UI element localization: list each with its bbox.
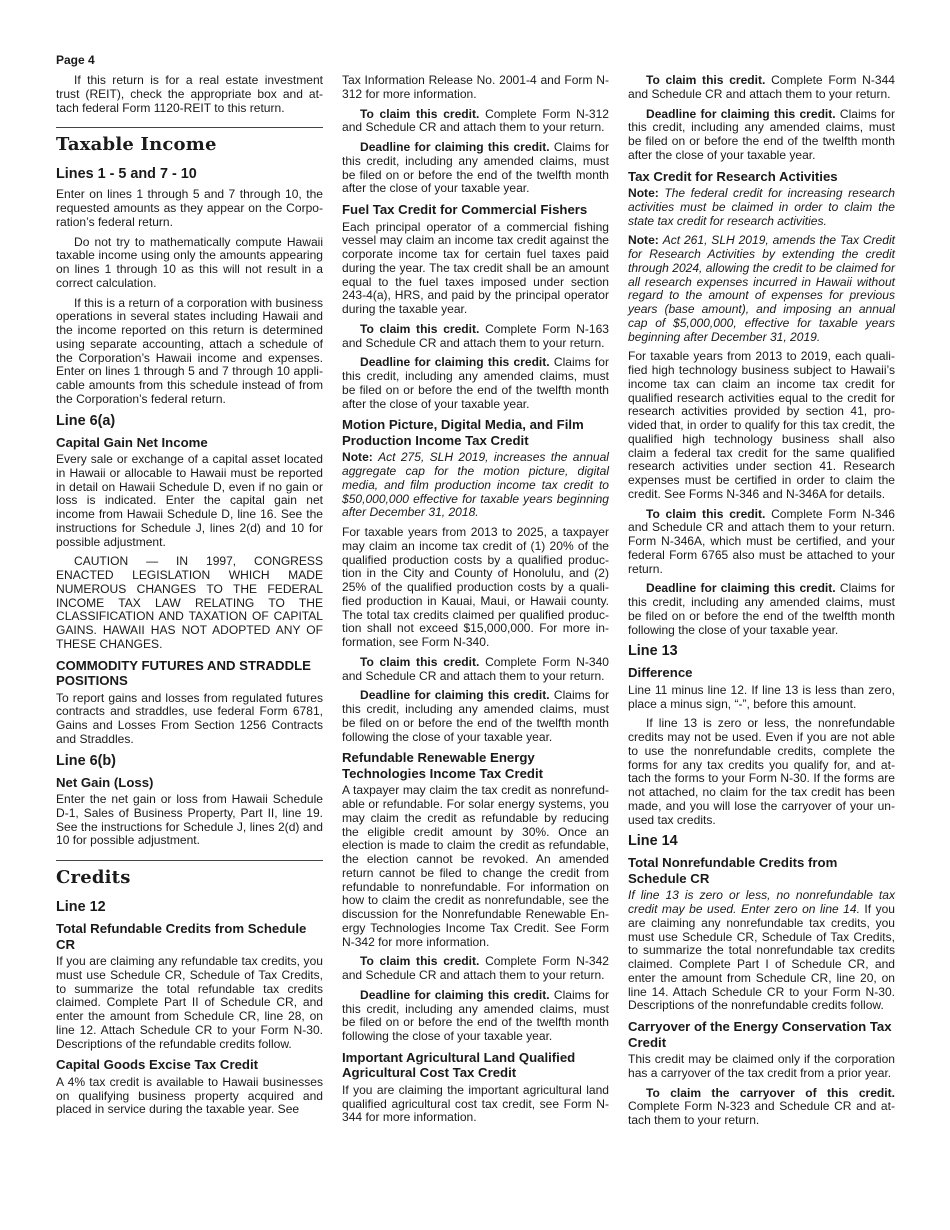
- deadline-label: Deadline for claiming this credit.: [360, 688, 550, 703]
- motion-note: [342, 451, 609, 520]
- agricultural-heading: Important Agricultural Land Qualified Agricultural Cost Tax Credit: [342, 1049, 576, 1081]
- deadline-text: Claims for this credit, including any amended claims, must be filed on or before the end of the twelfth month following the close of your taxable year.: [342, 987, 609, 1043]
- claim-text: Complete Form N-340 and Schedule CR and attach them to your return.: [342, 654, 609, 683]
- claim-label: To claim this credit.: [646, 73, 766, 87]
- nonrefundable-text: If you are claiming any nonrefundable tax credits, you must use Schedule CR, Schedule of Tax Credits, to summarize the total nonrefundable tax credits claimed. Complete Part I of Schedule CR, and enter the amount from Schedule CR, line 20, on line 14. Attach Schedule CR to your Form N-30. Descriptions of the nonrefundable credits follow.: [628, 902, 895, 1013]
- research-paragraph: For taxable years from 2013 to 2019, each qualified high technology business subject to Hawaii’s income tax can claim an income tax credit for qualified research activities equal to the credit for research activities provided by section 41, provided that, in order to qualify for this tax credit, the qualified high technology business shall also claim a federal tax credit for the same qualified research activities under section 41. Research expenses must be certified in order to claim the credit. See Forms N-346 and N-346A for details.: [628, 349, 895, 501]
- motion-paragraph: For taxable years from 2013 to 2025, a taxpayer may claim an income tax credit of (1) 20% of the qualified production costs by a qualified production in the City and County of Honolulu, and (2) 25% of the qualified production costs by a qualified production in Kauai, Maui, or Hawaii county. The total tax credits claimed per qualified production shall not exceed $15,000,000. For more information, see Form N-340.: [342, 525, 609, 649]
- reit-paragraph: If this return is for a real estate investment trust (REIT), check the appropriate box and attach federal Form 1120-REIT to this return.: [56, 73, 323, 115]
- note-text: Act 275, SLH 2019, increases the annual aggregate cap for the motion picture, digital media, and film production income tax credit to $50,000,000 effective for taxable years beginning after December 31, 2018.: [342, 450, 609, 520]
- claim-text: Complete Form N-346 and Schedule CR and attach them to your return. Form N-346A, which must be certified, and your federal Form 6765 also must be attached to your return.: [628, 506, 895, 576]
- carryover-claim-paragraph: [628, 1087, 895, 1128]
- difference-paragraph-2: If line 13 is zero or less, the nonrefundable credits may not be used. Even if you are not able to use the nonrefundable credits, complete the forms for any tax credits you qualify for, and attach the forms to your Form N-30. If the forms are not attached, no claim for the tax credit has been made, and you will lose the carryover of your unused tax credits.: [628, 716, 895, 827]
- line-13-heading: Line 13: [628, 643, 678, 660]
- deadline-text: Claims for this credit, including any amended claims, must be filed on or before the end of the twelfth month following the close of your taxable year.: [628, 581, 895, 637]
- carryover-paragraph: This credit may be claimed only if the corporation has a carryover of the tax credit from a prior year.: [628, 1052, 895, 1080]
- column-right: [628, 74, 895, 1134]
- claim-paragraph: [628, 74, 895, 102]
- lines-paragraph-2: Do not try to mathematically compute Hawaii taxable income using only the amounts appearing on lines 1 through 10 as this will not result in a correct calculation.: [56, 234, 323, 290]
- claim-paragraph: [342, 323, 609, 351]
- deadline-label: Deadline for claiming this credit.: [360, 987, 550, 1002]
- lines-paragraph-3: If this is a return of a corporation with business operations in several states including Hawaii and the income reported on this return is determined using separate accounting, attach a schedule of the Corporation’s Hawaii income and expenses. Enter on lines 1 through 5 and 7 through 10 applicable amounts from this schedule instead of from the Corporation’s federal return.: [56, 295, 323, 406]
- claim-text: Complete Form N-342 and Schedule CR and attach them to your return.: [342, 954, 609, 982]
- claim-label: To claim this credit.: [360, 106, 480, 121]
- claim-text: Complete Form N-323 and Schedule CR and attach them to your return.: [628, 1099, 895, 1127]
- note-label: Note:: [628, 186, 659, 200]
- claim-label: To claim this credit.: [646, 506, 766, 521]
- line-12-heading: Line 12: [56, 899, 106, 915]
- claim-label: To claim this credit.: [360, 654, 480, 669]
- column-left: [56, 74, 323, 1123]
- page-number: Page 4: [56, 53, 95, 67]
- deadline-label: Deadline for claiming this credit.: [360, 355, 550, 370]
- research-note-2: [628, 234, 895, 344]
- capital-goods-heading: Capital Goods Excise Tax Credit: [56, 1057, 259, 1073]
- caution-paragraph: CAUTION — IN 1997, CONGRESS ENACTED LEGISLATION WHICH MADE NUMEROUS CHANGES TO THE FEDERAL INCOME TAX LAW RELATING TO THE CLASSIFICATION AND TAXATION OF CAPITAL GAINS. HAWAII HAS NOT ADOPTED ANY OF THESE CHANGES.: [56, 554, 323, 651]
- deadline-paragraph: [342, 141, 609, 196]
- deadline-text: Claims for this credit, including any amended claims, must be filed on or before the end of the twelfth month after the close of your taxable year.: [342, 140, 609, 196]
- fuel-tax-paragraph: Each principal operator of a commercial fishing vessel may claim an income tax credit against the corporate income tax for certain fuel taxes paid during the year. The tax credit shall be an amount equal to the fuel taxes imposed under section 243-4(a), HRS, and paid by the principal operator during the taxable year.: [342, 219, 609, 316]
- deadline-text: Claims for this credit, including any amended claims, must be filed on or before the end of the twelfth month after the close of your taxable year.: [628, 106, 895, 162]
- claim-paragraph: [342, 108, 609, 136]
- claim-paragraph: [342, 955, 609, 983]
- deadline-paragraph: [342, 356, 609, 411]
- capital-gain-paragraph: Every sale or exchange of a capital asset located in Hawaii or allocable to Hawaii must be reported in detail on Hawaii Schedule D, even if no gain or loss is indicated. Enter the capital gain net income from Hawaii Schedule D, line 16. See the instructions for Schedule J, lines 2(d) and 10 for possible adjustment.: [56, 452, 323, 549]
- research-note-1: [628, 187, 895, 228]
- total-nonrefundable-heading: Total Nonrefundable Credits from Schedule CR: [628, 855, 838, 886]
- carryover-heading: Carryover of the Energy Conservation Tax Credit: [628, 1019, 892, 1050]
- claim-text: Complete Form N-344 and Schedule CR and attach them to your return.: [628, 73, 895, 101]
- section-divider: [56, 127, 323, 128]
- deadline-label: Deadline for claiming this credit.: [646, 581, 836, 596]
- renewable-energy-heading: Refundable Renewable Energy Technologies Income Tax Credit: [342, 750, 544, 781]
- commodity-paragraph: To report gains and losses from regulated futures contracts and straddles, use federal Form 6781, Gains and Losses From Section 1256 Contracts and Straddles.: [56, 690, 323, 746]
- credits-heading: Credits: [56, 867, 131, 888]
- claim-text: Complete Form N-312 and Schedule CR and attach them to your return.: [342, 106, 609, 135]
- net-gain-paragraph: Enter the net gain or loss from Hawaii Schedule D-1, Sales of Business Property, Part II, line 19. See the instructions for Schedule J, lines 2(d) and 10 for possible adjustment.: [56, 792, 323, 848]
- claim-paragraph: [342, 656, 609, 684]
- taxable-income-heading: Taxable Income: [56, 134, 217, 156]
- total-refundable-heading: Total Refundable Credits from Schedule CR: [56, 921, 307, 952]
- claim-label: To claim this credit.: [360, 954, 480, 969]
- note-text: The federal credit for increasing research activities must be claimed in order to claim the state tax credit for research activities.: [628, 186, 895, 228]
- deadline-text: Claims for this credit, including any amended claims, must be filed on or before the end of the twelfth month after the close of your taxable year.: [342, 355, 609, 411]
- research-heading: Tax Credit for Research Activities: [628, 168, 838, 184]
- nonrefundable-italic-text: If line 13 is zero or less, no nonrefundable tax credit may be used. Enter zero on line 14.: [628, 888, 895, 916]
- note-label: Note:: [342, 450, 373, 465]
- difference-heading: Difference: [628, 665, 693, 681]
- line-6b-heading: Line 6(b): [56, 752, 116, 769]
- lines-1-10-heading: Lines 1 - 5 and 7 - 10: [56, 166, 197, 183]
- capital-gain-heading: Capital Gain Net Income: [56, 434, 208, 450]
- note-label: Note:: [628, 233, 659, 248]
- deadline-paragraph: [342, 989, 609, 1044]
- capital-goods-continued: Tax Information Release No. 2001-4 and Form N-312 for more information.: [342, 73, 609, 101]
- column-middle: [342, 74, 609, 1131]
- deadline-paragraph: [342, 689, 609, 744]
- deadline-label: Deadline for claiming this credit.: [646, 106, 836, 121]
- motion-picture-heading: Motion Picture, Digital Media, and Film Production Income Tax Credit: [342, 417, 584, 448]
- claim-label: To claim the carryover of this credit.: [646, 1085, 895, 1100]
- deadline-paragraph: [628, 582, 895, 637]
- difference-paragraph-1: Line 11 minus line 12. If line 13 is less than zero, place a minus sign, “-”, before this amount.: [628, 682, 895, 711]
- section-divider: [56, 860, 323, 861]
- deadline-label: Deadline for claiming this credit.: [360, 140, 550, 154]
- line-14-heading: Line 14: [628, 833, 678, 850]
- claim-text: Complete Form N-163 and Schedule CR and attach them to your return.: [342, 321, 609, 350]
- deadline-text: Claims for this credit, including any amended claims, must be filed on or before the end of the twelfth month following the close of your taxable year.: [342, 688, 609, 744]
- claim-label: To claim this credit.: [360, 321, 480, 336]
- commodity-heading: COMMODITY FUTURES AND STRADDLE POSITIONS: [56, 657, 311, 688]
- agricultural-paragraph: If you are claiming the important agricultural land qualified agricultural cost tax credit, see Form N-344 for more information.: [342, 1082, 609, 1125]
- deadline-paragraph: [628, 108, 895, 163]
- lines-paragraph-1: Enter on lines 1 through 5 and 7 through 10, the requested amounts as they appear on the Corporation’s federal return.: [56, 187, 323, 229]
- capital-goods-paragraph: A 4% tax credit is available to Hawaii businesses on qualifying business property acquired and placed in service during the taxable year. See: [56, 1074, 323, 1117]
- net-gain-heading: Net Gain (Loss): [56, 774, 154, 790]
- total-nonrefundable-paragraph: [628, 889, 895, 1013]
- note-text: Act 261, SLH 2019, amends the Tax Credit for Research Activities by extending the credit through 2024, allowing the credit to be claimed for all research expenses incurred in Hawaii without regard to the amount of expenses for previous years (base amount), and imposing an annual cap of $5,000,000, effective for taxable years beginning after December 31, 2019.: [628, 233, 895, 344]
- fuel-tax-heading: Fuel Tax Credit for Commercial Fishers: [342, 202, 588, 217]
- renewable-energy-paragraph: A taxpayer may claim the tax credit as nonrefundable or refundable. For solar energy systems, you may claim the credit as refundable by reducing the eligible credit amount by 30%. Once an election is made to claim the credit as refundable, the election cannot be revoked. An amended return cannot be filed to change the credit from refundable to nonrefundable. For information on how to claim the credit as nonrefundable, see the discussion for the Nonrefundable Renewable Energy Technologies Income Tax Credit. See Form N-342 for more information.: [342, 783, 609, 949]
- total-refundable-paragraph: If you are claiming any refundable tax credits, you must use Schedule CR, Schedule of Tax Credits, to summarize the total refundable tax credits claimed. Complete Part II of Schedule CR, and enter the amount from Schedule CR, line 28, on line 12. Attach Schedule CR to your Form N-30. Descriptions of the refundable credits follow.: [56, 954, 323, 1051]
- claim-paragraph: [628, 508, 895, 577]
- line-6a-heading: Line 6(a): [56, 412, 116, 429]
